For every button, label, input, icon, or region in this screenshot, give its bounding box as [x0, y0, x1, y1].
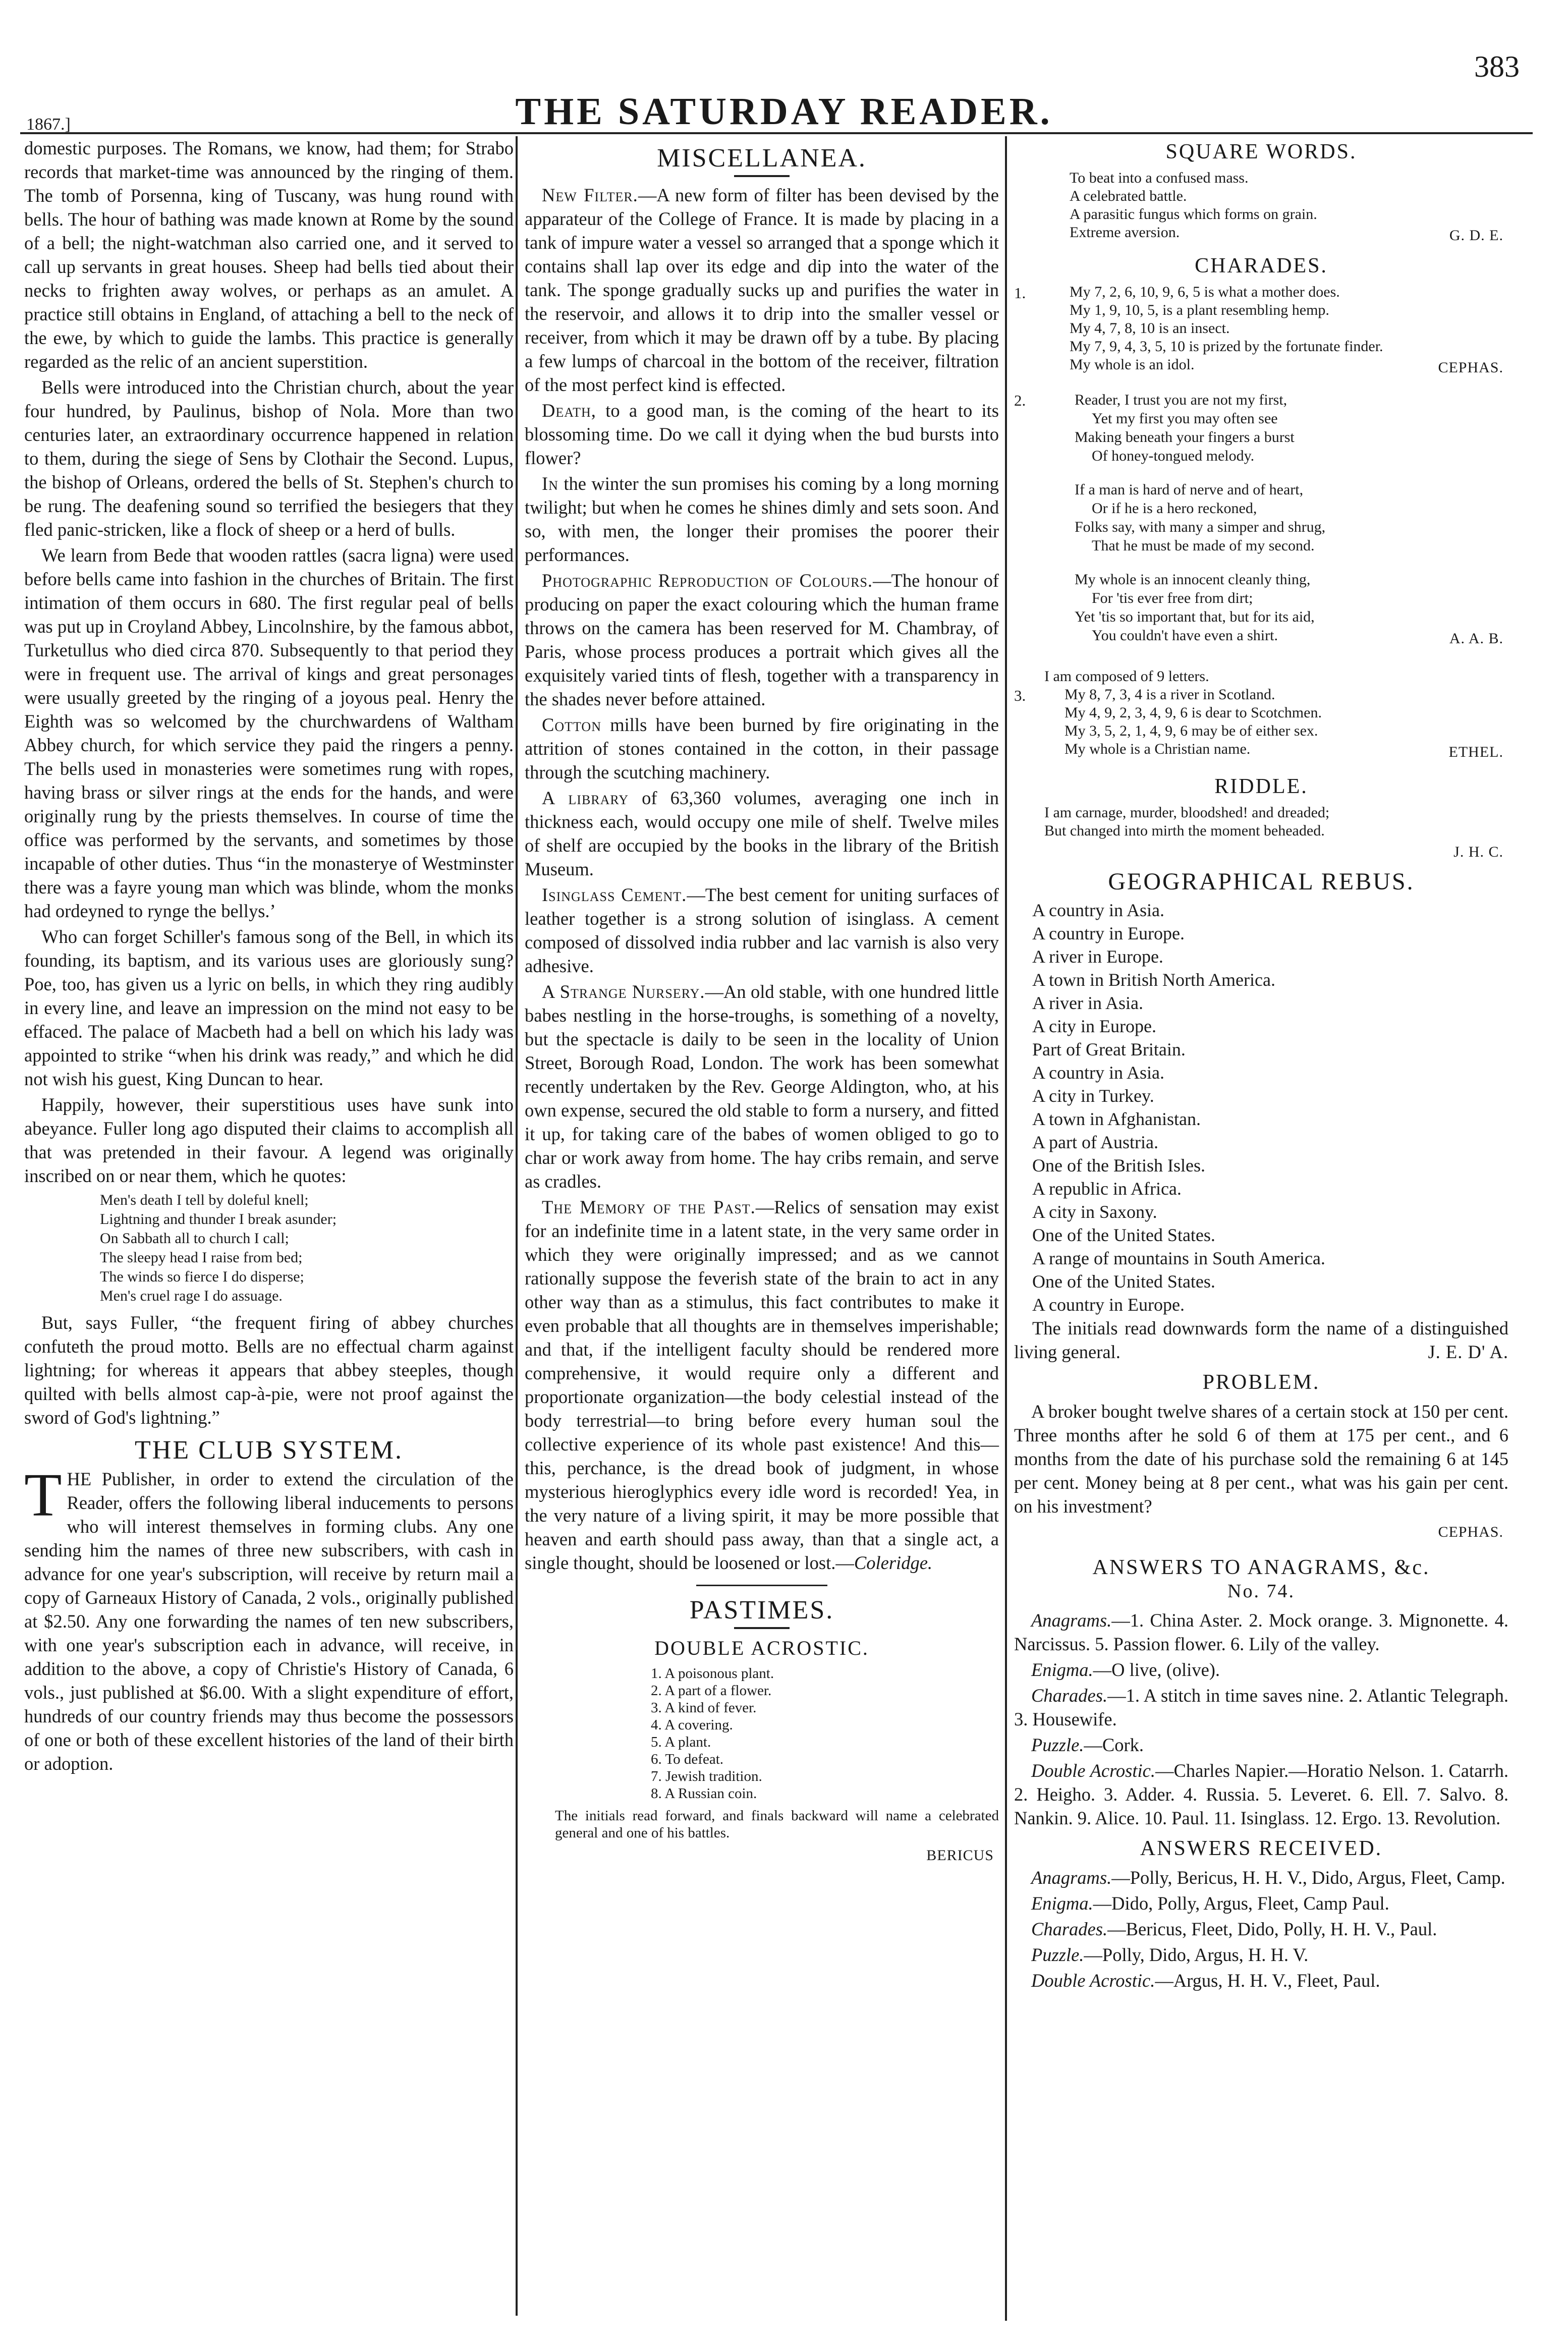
charade-number: 2. — [1014, 392, 1026, 409]
answer-item — [1014, 1759, 1508, 1830]
verse-line: If a man is hard of nerve and of heart, — [1075, 481, 1304, 498]
answer-item — [1014, 1658, 1508, 1682]
verse-line: The winds so fierce I do disperse; — [100, 1268, 304, 1285]
riddle-lines — [1014, 804, 1508, 840]
rebus-item: A country in Europe. — [1032, 1295, 1185, 1315]
rebus-item: A town in British North America. — [1032, 970, 1275, 990]
riddle-line: But changed into mirth the moment beheaded. — [1044, 822, 1325, 839]
misc-text: to a good man, is the coming of the heart to its blossoming time. Do we call it dying when the bud bursts into flower? — [525, 400, 999, 468]
charade-number: 3. — [1014, 687, 1026, 704]
received-item — [1014, 1943, 1508, 1967]
verse-line: On Sabbath all to church I call; — [100, 1230, 289, 1247]
header-rule — [20, 132, 1533, 134]
rebus-item: One of the British Isles. — [1032, 1155, 1205, 1176]
acrostic-item: 8. A Russian coin. — [651, 1785, 757, 1802]
received-lead: Charades. — [1031, 1919, 1108, 1939]
received-text: —Argus, H. H. V., Fleet, Paul. — [1155, 1970, 1380, 1991]
verse-line: Folks say, with many a simper and shrug, — [1075, 519, 1326, 535]
verse-line: Men's death I tell by doleful knell; — [100, 1192, 309, 1208]
answer-text: —Charles Napier.—Horatio Nelson. 1. Catarrh. 2. Heigho. 3. Adder. 4. Russia. 5. Leveret. 6. Ell. 7. Salvo. 8. Nankin. 9. Alice. 10. Paul. 11. Isinglass. 12. Ergo. 13. Revolution. — [1014, 1760, 1508, 1828]
answer-lead: Enigma. — [1031, 1659, 1093, 1680]
charade-signature: CEPHAS. — [1438, 359, 1503, 376]
double-acrostic-heading: DOUBLE ACROSTIC. — [654, 1637, 869, 1659]
received-lead: Double Acrostic. — [1031, 1970, 1155, 1991]
attribution: Coleridge. — [854, 1552, 933, 1573]
bells-paragraph: domestic purposes. The Romans, we know, had them; for Strabo records that market-time was announced by the ringing of them. The tomb of Porsenna, king of Tuscany, was hung round with bells. The hour of bathing was made known at Rome by the sound of a bell; the night-watchman also carried one, and it served to call up servants in great houses. Sheep had bells tied about their necks to frighten away wolves, or perhaps as an amulet. A practice still obtains in England, of attaching a bell to the neck of the ewe, by which to guide the lambs. This practice is generally regarded as the relic of an ancient superstition. — [24, 138, 514, 372]
charade-line: My 7, 2, 6, 10, 9, 6, 5 is what a mother does. — [1070, 284, 1340, 300]
answer-item — [1014, 1733, 1508, 1757]
received-text: —Polly, Dido, Argus, H. H. V. — [1084, 1944, 1309, 1965]
answer-item — [1014, 1608, 1508, 1656]
misc-text: —Relics of sensation may exist for an indefinite time in a latent state, in the very same order in which they were originally impressed; and as we cannot rationally suppose the feverish state of the brain to act in any other way than as a stimulus, this fact contributes to make it even probable that all thoughts are in themselves imperishable; and that, if the intelligent faculty should be rendered more comprehensive, it would require only a different and proportionate organization—the body celestial instead of the body terrestrial—to bring before every human soul the collective experience of its whole past existence! And this—this, perchance, is the dread book of judgment, in whose mysterious hieroglyphics every idle word is recorded! Yea, in the very nature of a living spirit, it may be more possible that heaven and earth should pass away, than that a single act, a single thought, should be loosened or lost.— — [525, 1197, 999, 1573]
page-number: 383 — [1474, 50, 1520, 83]
verse-line: Yet my first you may often see — [1092, 410, 1278, 427]
rebus-item: A town in Afghanistan. — [1032, 1109, 1201, 1129]
problem-heading: PROBLEM. — [1202, 1371, 1320, 1394]
charade-lines — [1044, 686, 1508, 758]
charade-number: 1. — [1014, 284, 1026, 302]
geographical-rebus-heading: GEOGRAPHICAL REBUS. — [1108, 868, 1415, 895]
charade-1 — [1014, 283, 1508, 374]
answer-lead: Anagrams. — [1031, 1610, 1112, 1631]
answer-lead: Double Acrostic. — [1031, 1760, 1155, 1781]
received-text: —Bericus, Fleet, Dido, Polly, H. H. V., Paul. — [1107, 1919, 1437, 1939]
verse-line: Or if he is a hero reckoned, — [1092, 500, 1257, 517]
received-lead: Enigma. — [1031, 1893, 1093, 1914]
riddle-line: I am carnage, murder, bloodshed! and dreaded; — [1044, 804, 1330, 821]
square-word-line: Extreme aversion. — [1070, 224, 1180, 241]
answer-text: —O live, (olive). — [1093, 1659, 1220, 1680]
club-system-heading: THE CLUB SYSTEM. — [135, 1436, 403, 1465]
bells-paragraph: Happily, however, their superstitious uses have sunk into abeyance. Fuller long ago disputed their claims to accomplish all that was pretended in their favour. A legend was originally inscribed on or near them, which he quotes: — [24, 1094, 514, 1186]
rebus-item: A city in Europe. — [1032, 1016, 1156, 1036]
misc-item — [525, 183, 999, 397]
answer-lead: Puzzle. — [1031, 1735, 1084, 1755]
acrostic-item: 3. A kind of fever. — [651, 1700, 757, 1716]
misc-text: —An old stable, with one hundred little babes nestling in the horse-troughs, is something of a novelty, but the spectacle is daily to be seen in the locality of Union Street, Borough Road, London. The work has been somewhat recently undertaken by the Rev. George Aldington, who, at his own expense, secured the old stable to form a nursery, and fitted it up, for taking care of the babes of women obliged to go to char or work away from home. The hay cribs remain, and serve as cradles. — [525, 981, 999, 1192]
verse-line: Reader, I trust you are not my first, — [1075, 392, 1287, 408]
answer-text: —1. China Aster. 2. Mock orange. 3. Mignonette. 4. Narcissus. 5. Passion flower. 6. Lily of the valley. — [1014, 1610, 1508, 1654]
rebus-item: A country in Asia. — [1032, 900, 1164, 920]
received-item — [1014, 1891, 1508, 1915]
misc-text: —A new form of filter has been devised by the apparateur of the College of France. It is made by placing in a tank of impure water a vessel so arranged that a sponge which it contains shall lap over its edge and dip into the water of the tank. The sponge gradually sucks up and purifies the water in the reservoir, and allows it to drip into the smaller vessel or receiver, from which it may be drawn off by a tube. By placing a few lumps of charcoal in the bottom of the receiver, filtration of the most perfect kind is effected. — [525, 185, 999, 395]
misc-item — [525, 1195, 999, 1575]
answer-lead: Charades. — [1031, 1685, 1108, 1706]
masthead-title: THE SATURDAY READER. — [515, 90, 1053, 133]
received-item — [1014, 1866, 1508, 1889]
misc-lead: A Strange Nursery. — [542, 981, 705, 1002]
rebus-item: A city in Turkey. — [1032, 1086, 1154, 1106]
charade-line: My 1, 9, 10, 5, is a plant resembling hemp. — [1070, 302, 1329, 318]
charade-verse — [1044, 390, 1508, 645]
received-lead: Puzzle. — [1031, 1944, 1084, 1965]
miscellanea-heading: MISCELLANEA. — [657, 144, 867, 173]
rebus-item: One of the United States. — [1032, 1271, 1215, 1292]
rebus-note — [1014, 1316, 1508, 1364]
rebus-item: Part of Great Britain. — [1032, 1039, 1186, 1059]
column-divider-2 — [1005, 136, 1007, 2321]
bells-paragraph: But, says Fuller, “the frequent firing of abbey churches confuteth the proud motto. Bells are no effectual charm against lightning; for whereas it appears that abbey steeples, though quilted with bells almost cap-à-pie, were not proof against the sword of God's lightning.” — [24, 1312, 514, 1428]
bells-paragraph: Bells were introduced into the Christian church, about the year four hundred, by Paulinus, bishop of Nola. More than two centuries later, an extraordinary occurrence happened in relation to them, during the siege of Sens by Clothair the Second. Lupus, the bishop of Orleans, ordered the bells of St. Stephen's church to be rung. The deafening sound so terrified the besiegers that they fled panic-stricken, like a flock of sheep or a herd of bulls. — [24, 377, 514, 540]
charade-3-intro: I am composed of 9 letters. — [1044, 668, 1209, 685]
rebus-signature: J. E. D' A. — [1428, 1341, 1508, 1362]
misc-text: the winter the sun promises his coming by a long morning twilight; but when he comes he shines dimly and sets soon. And so, with men, the longer their promises the poorer their performances. — [525, 473, 999, 565]
rebus-note-text: The initials read downwards form the name of a distinguished living general. — [1014, 1318, 1508, 1362]
answers-number: No. 74. — [1227, 1581, 1295, 1602]
verse-line: Making beneath your fingers a burst — [1075, 429, 1295, 445]
misc-item — [525, 980, 999, 1193]
charades-heading: CHARADES. — [1195, 254, 1328, 277]
rebus-item: A city in Saxony. — [1032, 1202, 1157, 1222]
answer-text: —Cork. — [1084, 1735, 1144, 1755]
misc-text: of 63,360 volumes, averaging one inch in thickness each, would occupy one mile of shelf. Twelve miles of shelf are occupied by the books in the library of the British Museum. — [525, 788, 999, 879]
answer-text: —1. A stitch in time saves nine. 2. Atlantic Telegraph. 3. Housewife. — [1014, 1685, 1508, 1729]
charade-line: My 4, 7, 8, 10 is an insect. — [1070, 320, 1230, 337]
acrostic-item: 2. A part of a flower. — [651, 1683, 772, 1699]
charade-line: My whole is a Christian name. — [1065, 741, 1251, 757]
misc-text: —The honour of producing on paper the exact colouring which the human frame throws on the camera has been reserved for M. Chambray, of Paris, whose process produces a portrait which gives all the exquisitely varied tints of flesh, together with a transparency in the shades never before attained. — [525, 570, 999, 709]
club-system-text — [24, 1461, 514, 1775]
acrostic-item: 7. Jewish tradition. — [651, 1768, 762, 1784]
acrostic-signature: BERICUS — [926, 1847, 994, 1864]
bells-paragraph: We learn from Bede that wooden rattles (sacra ligna) were used before bells came into fashion in the churches of Britain. The first intimation of them occurs in 680. The first regular peal of bells was put up in Croyland Abbey, Lincolnshire, by the famous abbot, Turketullus who died circa 870. Subsequently to that period they were in frequent use. The arrival of kings and great personages were usually greeted by the ringing of a joyous peal. Henry the Eighth was so welcomed by the churchwardens of Waltham Abbey church, for which service they paid the ringers a penny. The bells used in monasteries were sometimes rung with ropes, having brass or silver rings at the ends for the hands, and were originally rung by the priests themselves. In course of time the office was performed by the servants, and sometimes by those incapable of other duties. Thus “in the monasterye of Westminster there was a fayre young man which was blinde, whom the monks had ordeyned to rynge the bellys.’ — [24, 545, 514, 921]
received-lead: Anagrams. — [1031, 1867, 1112, 1888]
verse-line: Men's cruel rage I do assuage. — [100, 1288, 283, 1304]
rebus-item: One of the United States. — [1032, 1225, 1215, 1245]
received-text: —Dido, Polly, Argus, Fleet, Camp Paul. — [1093, 1893, 1389, 1914]
verse-line: That he must be made of my second. — [1092, 537, 1315, 554]
verse-line: My whole is an innocent cleanly thing, — [1075, 571, 1311, 588]
misc-lead: A library — [542, 788, 629, 808]
charade-line: My 4, 9, 2, 3, 4, 9, 6 is dear to Scotchmen. — [1065, 704, 1322, 721]
charade-line: My 3, 5, 2, 1, 4, 9, 6 may be of either sex. — [1065, 722, 1318, 739]
riddle-signature: J. H. C. — [1453, 844, 1503, 860]
rebus-item: A range of mountains in South America. — [1032, 1248, 1325, 1268]
misc-lead: Cotton — [542, 714, 601, 735]
verse-line: Of honey-tongued melody. — [1092, 448, 1255, 464]
rebus-list — [1014, 899, 1508, 1316]
charade-line: My 8, 7, 3, 4 is a river in Scotland. — [1065, 686, 1275, 703]
misc-lead: In — [542, 473, 558, 494]
verse-line: The sleepy head I raise from bed; — [100, 1249, 303, 1266]
answer-item — [1014, 1684, 1508, 1731]
charade-3 — [1014, 686, 1508, 758]
rebus-item: A part of Austria. — [1032, 1132, 1158, 1152]
club-system-body: HE Publisher, in order to extend the circulation of the Reader, offers the following liberal inducements to persons who will interest themselves in forming clubs. Any one sending him the names of three new subscribers, with cash in advance for one year's subscription, will receive by return mail a copy of Garneaux History of Canada, 2 vols., originally published at $2.50. Any one forwarding the names of ten new subscribers, with one year's subscription each in advance, will receive, in addition to the above, a copy of Christie's History of Canada, 6 vols., just published at $6.00. With a slight expenditure of effort, hundreds of our country friends may thus become the possessors of one or both of these excellent histories of the land of their birth or adoption. — [24, 1469, 514, 1774]
charade-signature: A. A. B. — [1449, 630, 1503, 647]
misc-lead: Death, — [542, 400, 596, 421]
verse-line: Yet 'tis so important that, but for its aid, — [1075, 608, 1315, 625]
charade-signature: ETHEL. — [1448, 744, 1503, 760]
square-word-line: To beat into a confused mass. — [1070, 170, 1249, 186]
misc-item — [525, 472, 999, 567]
acrostic-item: 4. A covering. — [651, 1717, 733, 1733]
received-item — [1014, 1969, 1508, 1992]
verse-line: Lightning and thunder I break asunder; — [100, 1211, 337, 1227]
header-date: 1867.] — [26, 115, 71, 134]
column-divider-1 — [516, 136, 518, 2316]
rebus-item: A river in Asia. — [1032, 993, 1143, 1013]
answers-heading: ANSWERS TO ANAGRAMS, &c. — [1092, 1556, 1430, 1579]
column-3 — [1014, 136, 1508, 1994]
rebus-item: A country in Asia. — [1032, 1062, 1164, 1083]
acrostic-item: 6. To defeat. — [651, 1751, 723, 1767]
misc-item — [525, 569, 999, 711]
riddle-heading: RIDDLE. — [1214, 775, 1308, 798]
square-words-signature: G. D. E. — [1449, 227, 1503, 244]
misc-lead: Photographic Reproduction of Colours. — [542, 570, 873, 591]
misc-lead: Isinglass Cement. — [542, 884, 687, 905]
acrostic-note: The initials read forward, and finals backward will name a celebrated general and one of his battles. — [555, 1808, 999, 1841]
misc-text: —The best cement for uniting surfaces of leather together is a strong solution of isinglass. A cement composed of dissolved india rubber and lac varnish is also very adhesive. — [525, 884, 999, 976]
square-words-heading: SQUARE WORDS. — [1165, 140, 1357, 163]
misc-item — [525, 786, 999, 881]
acrostic-item: 5. A plant. — [651, 1734, 711, 1750]
misc-item — [525, 399, 999, 470]
misc-lead: The Memory of the Past. — [542, 1197, 756, 1217]
problem-signature: CEPHAS. — [1438, 1524, 1503, 1540]
answers-received-heading: ANSWERS RECEIVED. — [1140, 1837, 1383, 1860]
rebus-item: A country in Europe. — [1032, 923, 1185, 943]
rebus-item: A river in Europe. — [1032, 946, 1163, 967]
charade-line: My 7, 9, 4, 3, 5, 10 is prized by the fortunate finder. — [1070, 338, 1383, 355]
verse-line: For 'tis ever free from dirt; — [1092, 590, 1253, 606]
problem-text: A broker bought twelve shares of a certain stock at 150 per cent. Three months after he sold 6 of them at 175 per cent., and 6 months from the date of his purchase sold the remaining 6 at 145 per cent. Money being at 8 per cent., what was his gain per cent. on his investment? — [1014, 1401, 1508, 1517]
misc-lead: New Filter. — [542, 185, 638, 205]
heading-dash — [734, 175, 790, 177]
heading-dash — [734, 1627, 790, 1629]
received-text: —Polly, Bericus, H. H. V., Dido, Argus, Fleet, Camp. — [1111, 1867, 1505, 1888]
column-2 — [525, 136, 999, 1867]
column-1 — [24, 136, 514, 1777]
charade-line: My whole is an idol. — [1070, 356, 1195, 373]
bells-paragraph: Who can forget Schiller's famous song of the Bell, in which its founding, its baptism, and its various uses are gloriously sung? Poe, too, has given us a lyric on bells, in which they ring audibly in every line, and leave an impression on the mind not easy to be effaced. The palace of Macbeth had a bell on which his lady was appointed to strike “when his drink was ready,” and which he did not wish his guest, King Duncan to hear. — [24, 926, 514, 1089]
charade-2 — [1014, 390, 1508, 645]
drop-cap: T — [24, 1461, 62, 1529]
misc-item — [525, 713, 999, 784]
square-word-line: A parasitic fungus which forms on grain. — [1070, 206, 1317, 222]
verse-line: You couldn't have even a shirt. — [1092, 627, 1278, 644]
rebus-item: A republic in Africa. — [1032, 1179, 1182, 1199]
bell-legend-verse — [100, 1191, 514, 1306]
misc-item — [525, 883, 999, 978]
acrostic-item: 1. A poisonous plant. — [651, 1665, 774, 1682]
pastimes-heading: PASTIMES. — [689, 1596, 834, 1625]
section-rule — [696, 1585, 827, 1586]
received-item — [1014, 1917, 1508, 1941]
acrostic-list — [651, 1665, 999, 1802]
misc-text: mills have been burned by fire originating in the attrition of stones contained in the cotton, in their passage through the scutching machinery. — [525, 714, 999, 782]
square-word-line: A celebrated battle. — [1070, 188, 1187, 204]
